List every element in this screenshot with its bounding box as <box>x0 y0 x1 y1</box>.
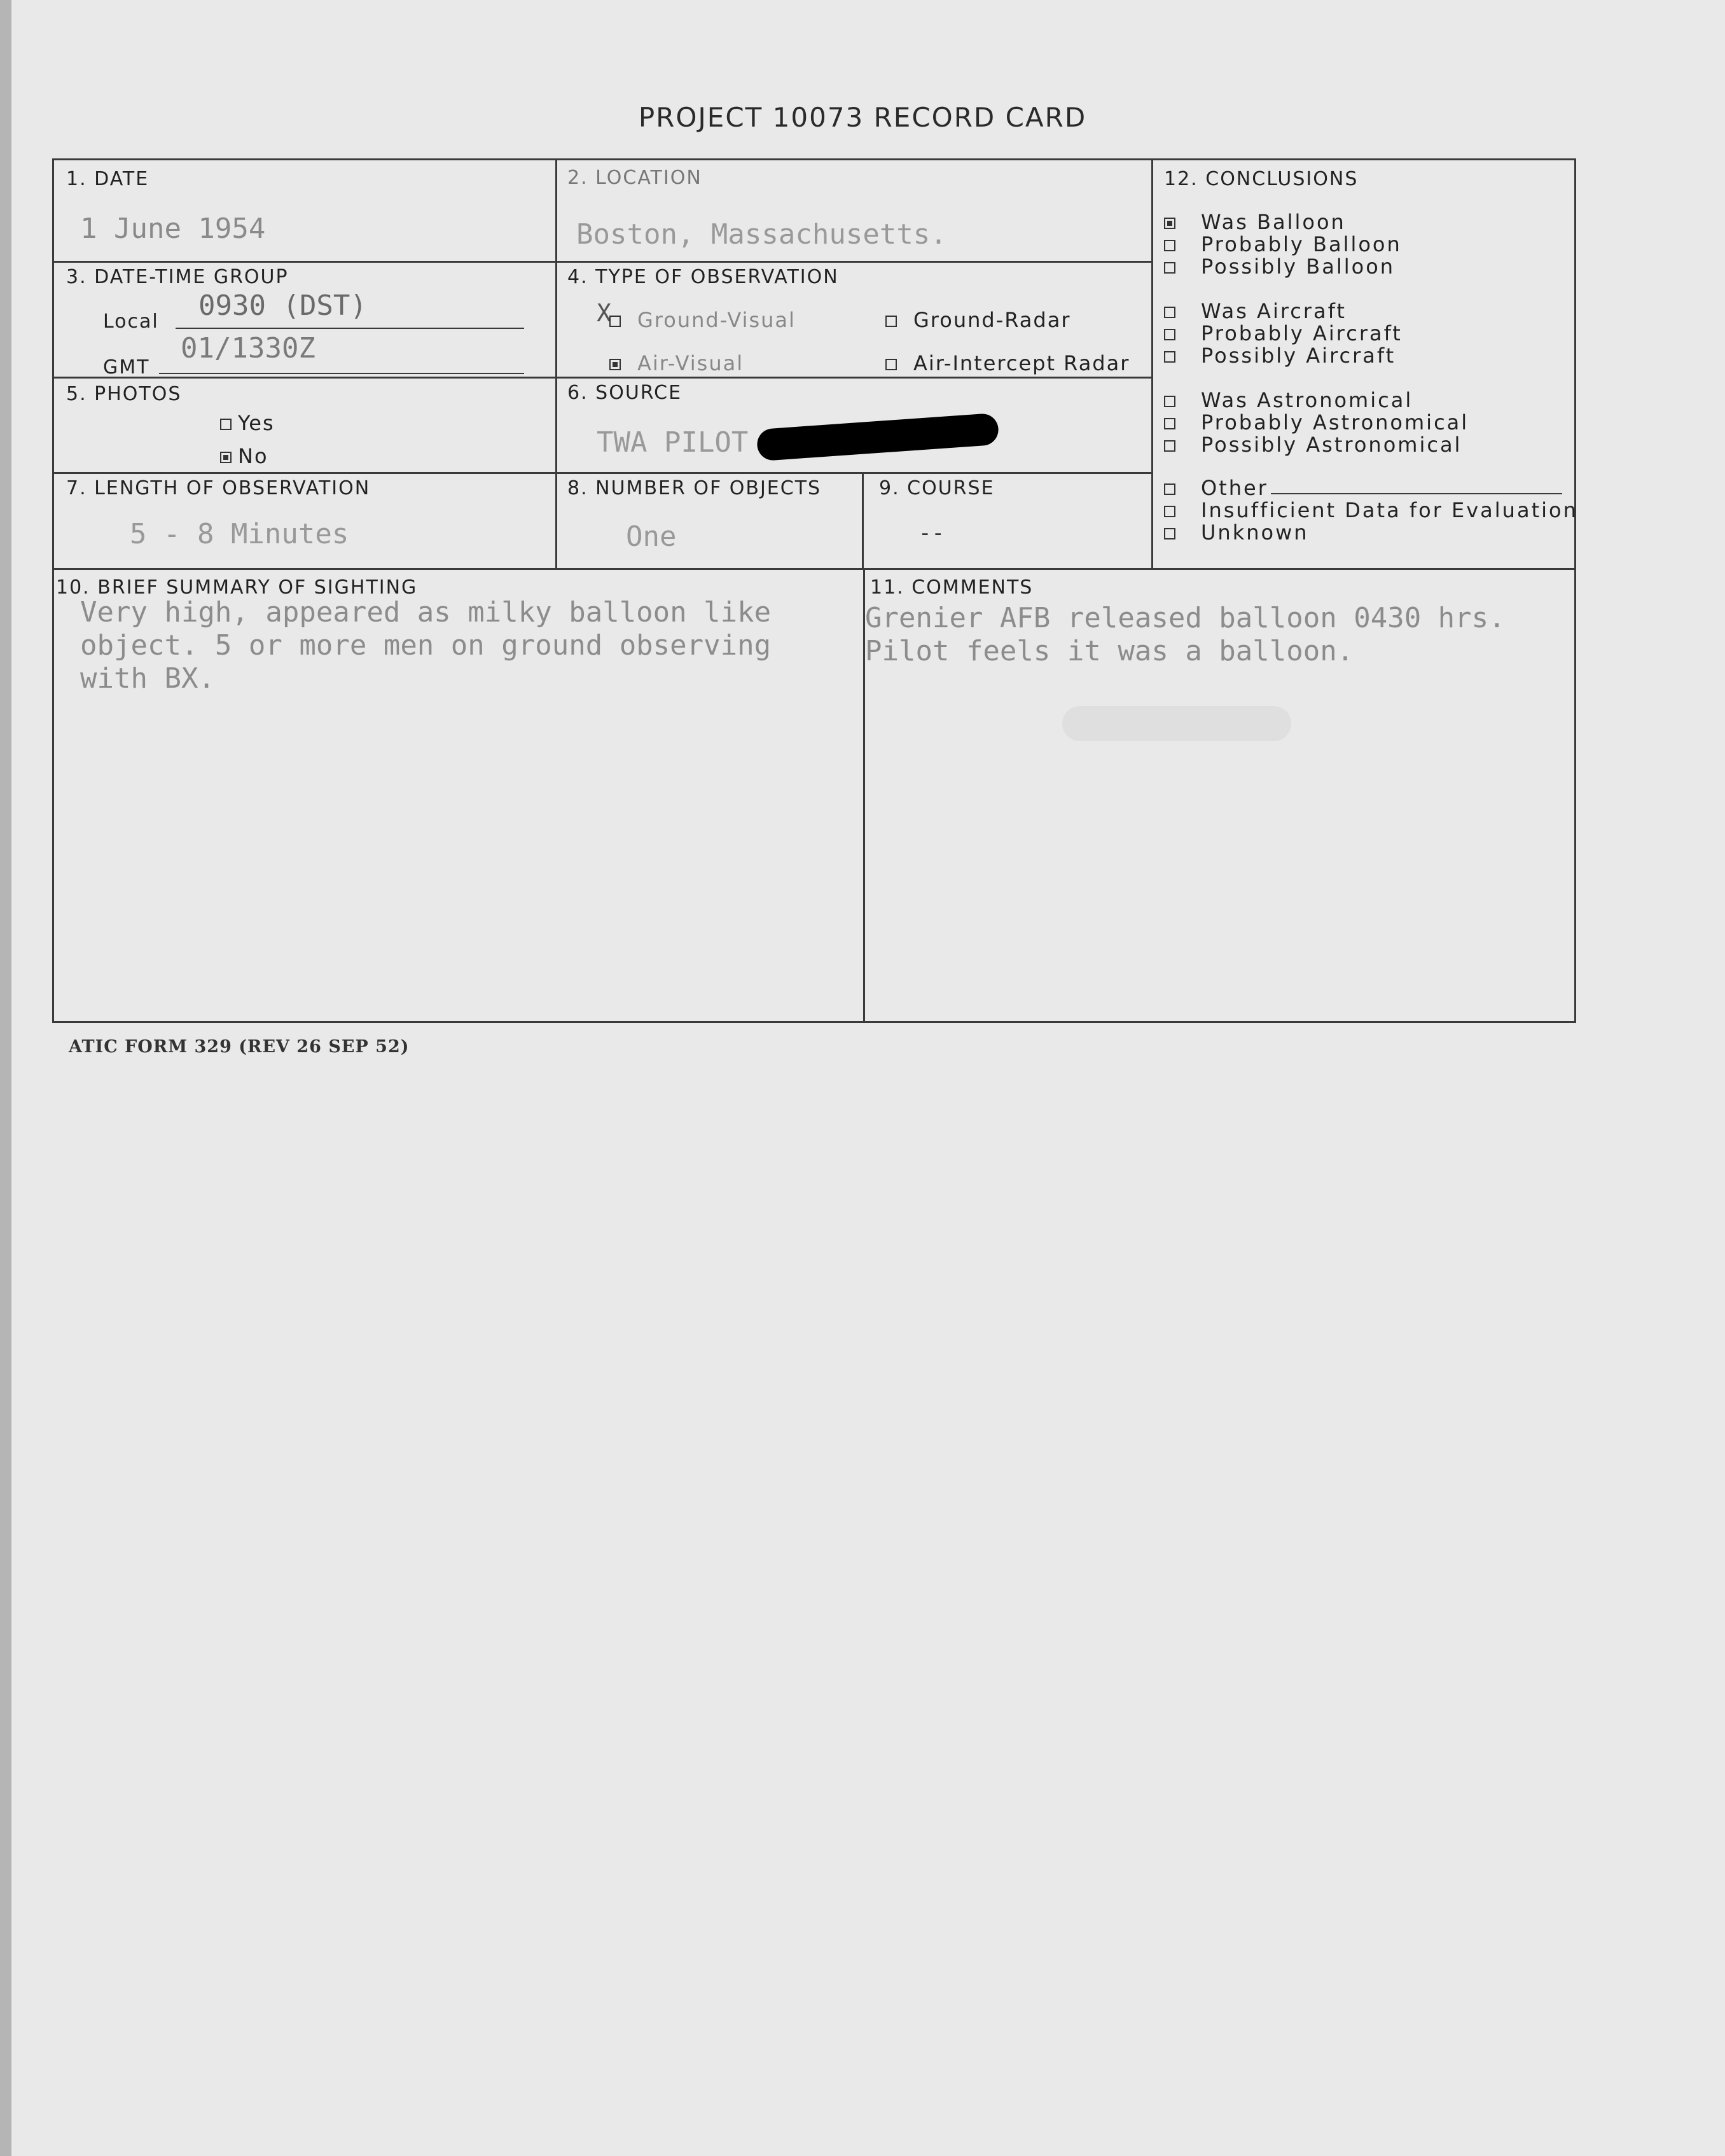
comments-text: Grenier AFB released balloon 0430 hrs. Pilot feels it was a balloon. <box>865 602 1506 667</box>
conclusion-possibly-aircraft[interactable]: Possibly Aircraft <box>1164 344 1396 368</box>
conclusion-insufficient-data[interactable]: Insufficient Data for Evaluation <box>1164 498 1578 522</box>
form-number: ATIC FORM 329 (REV 26 SEP 52) <box>69 1037 410 1057</box>
checkbox-icon <box>1164 418 1175 429</box>
summary-label: 10. BRIEF SUMMARY OF SIGHTING <box>56 576 418 599</box>
checkbox-icon <box>220 419 232 430</box>
checkbox-checked-icon <box>609 359 621 370</box>
checkbox-checked-icon <box>1164 218 1175 229</box>
photos-label: 5. PHOTOS <box>66 383 182 405</box>
divider <box>1151 158 1153 568</box>
gmt-time-value: 01/1330Z <box>181 332 315 365</box>
local-underline <box>176 328 524 329</box>
checkbox-icon <box>1164 528 1175 539</box>
option-photos-no[interactable]: No <box>220 444 268 468</box>
conclusion-unknown[interactable]: Unknown <box>1164 520 1309 545</box>
checkbox-icon <box>1164 396 1175 407</box>
checkbox-icon <box>1164 262 1175 274</box>
number-of-objects-label: 8. NUMBER OF OBJECTS <box>567 477 822 499</box>
ground-visual-x-mark: X <box>597 299 611 327</box>
conclusion-probably-balloon[interactable]: Probably Balloon <box>1164 232 1402 256</box>
checkbox-checked-icon <box>220 452 232 463</box>
checkbox-icon <box>1164 329 1175 340</box>
option-ground-radar[interactable]: Ground-Radar <box>885 308 1070 332</box>
checkbox-icon <box>1164 240 1175 251</box>
divider <box>52 377 1153 379</box>
option-photos-yes[interactable]: Yes <box>220 411 275 435</box>
checkbox-icon <box>1164 483 1175 495</box>
source-label: 6. SOURCE <box>567 382 682 404</box>
divider <box>52 472 1153 474</box>
date-label: 1. DATE <box>66 168 149 190</box>
comments-label: 11. COMMENTS <box>870 576 1034 599</box>
course-label: 9. COURSE <box>879 477 995 499</box>
divider <box>862 472 864 568</box>
checkbox-icon <box>1164 506 1175 517</box>
option-air-visual[interactable]: Air-Visual <box>609 351 744 375</box>
other-underline <box>1271 493 1562 494</box>
length-of-observation-label: 7. LENGTH OF OBSERVATION <box>66 477 371 499</box>
scan-smudge <box>1062 706 1291 741</box>
gmt-label: GMT <box>103 356 150 379</box>
date-value: 1 June 1954 <box>80 212 266 245</box>
scan-edge-shadow <box>0 0 11 2156</box>
local-time-value: 0930 (DST) <box>198 289 367 322</box>
page-title: PROJECT 10073 RECORD CARD <box>638 102 1087 133</box>
conclusion-probably-astronomical[interactable]: Probably Astronomical <box>1164 410 1469 435</box>
location-value: Boston, Massachusetts. <box>576 218 947 251</box>
type-of-observation-label: 4. TYPE OF OBSERVATION <box>567 266 839 288</box>
length-of-observation-value: 5 - 8 Minutes <box>130 518 349 550</box>
summary-text: Very high, appeared as milky balloon like object. 5 or more men on ground observing with BX. <box>80 596 772 695</box>
conclusion-possibly-balloon[interactable]: Possibly Balloon <box>1164 254 1395 279</box>
gmt-underline <box>159 373 524 374</box>
divider <box>555 158 557 568</box>
checkbox-icon <box>885 359 897 370</box>
option-air-intercept-radar[interactable]: Air-Intercept Radar <box>885 351 1130 375</box>
conclusion-was-astronomical[interactable]: Was Astronomical <box>1164 388 1413 412</box>
location-label: 2. LOCATION <box>567 167 702 189</box>
source-value: TWA PILOT <box>597 426 749 459</box>
local-label: Local <box>103 310 159 333</box>
course-value: -- <box>918 520 945 546</box>
conclusion-was-aircraft[interactable]: Was Aircraft <box>1164 299 1347 323</box>
checkbox-icon <box>1164 351 1175 363</box>
option-ground-visual[interactable]: Ground-Visual <box>609 308 796 332</box>
date-time-group-label: 3. DATE-TIME GROUP <box>66 266 289 288</box>
checkbox-icon <box>1164 440 1175 452</box>
conclusion-other[interactable]: Other <box>1164 476 1268 500</box>
checkbox-icon <box>885 316 897 327</box>
conclusions-label: 12. CONCLUSIONS <box>1164 168 1359 190</box>
checkbox-icon <box>609 316 621 327</box>
conclusion-possibly-astronomical[interactable]: Possibly Astronomical <box>1164 433 1462 457</box>
number-of-objects-value: One <box>626 520 677 553</box>
checkbox-icon <box>1164 307 1175 318</box>
divider <box>52 261 1153 263</box>
divider <box>52 568 1576 570</box>
conclusion-was-balloon[interactable]: Was Balloon <box>1164 210 1346 234</box>
conclusion-probably-aircraft[interactable]: Probably Aircraft <box>1164 321 1403 345</box>
